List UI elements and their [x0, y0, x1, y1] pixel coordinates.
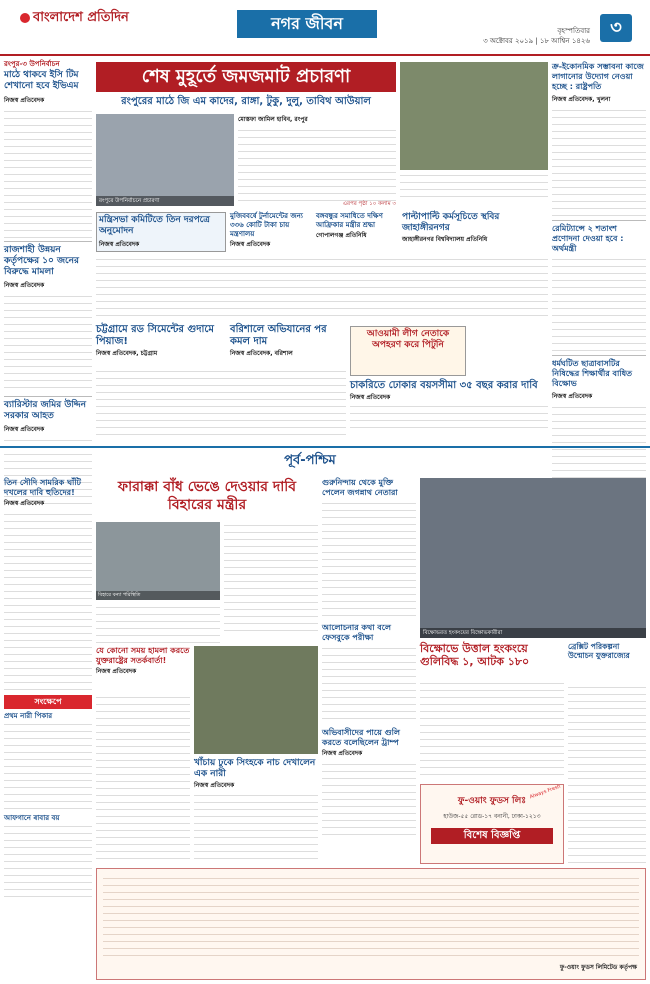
section-divider — [0, 446, 650, 448]
story-headline: মন্ত্রিসভা কমিটিতে তিন দরপত্রে অনুমোদন — [99, 215, 210, 236]
mid-story-1[interactable] — [96, 212, 226, 252]
lead-body — [96, 604, 220, 644]
right-photo[interactable] — [400, 62, 548, 170]
story-headline: চাকরিতে ঢোকার বয়সসীমা ৩৫ বছর করার দাবি — [350, 380, 538, 391]
story-byline: জাহাঙ্গীরনগর বিশ্ববিদ্যালয় প্রতিনিধি — [402, 236, 488, 243]
lead-body — [224, 522, 318, 632]
issue-date — [450, 26, 590, 46]
story-byline: নিজস্ব প্রতিবেদক — [322, 750, 363, 757]
notice-body — [103, 875, 639, 957]
story-headline[interactable]: আলোচনার কথা বলে ফেসবুকে পরীক্ষা — [322, 623, 391, 642]
purba-story-8[interactable] — [568, 642, 646, 682]
story-headline[interactable]: রেমিট্যান্সে ২ শতাংশ প্রণোদনা দেওয়া হবে : অর্থমন্ত্রী — [552, 224, 624, 253]
purba-lead-headline[interactable] — [96, 478, 318, 518]
story-headline: বরিশালে অভিযানের পর কমল দাম — [230, 324, 327, 347]
photo-caption: বিক্ষোভরত হংকংয়ের বিক্ষোভকারীরা — [420, 628, 646, 638]
briefs-heading: সংক্ষেপে — [4, 695, 92, 709]
photo-caption: রংপুরে উপনির্বাচনে প্রচারণা — [96, 196, 234, 206]
page-number: ৩ — [600, 14, 632, 42]
section-title: নগর জীবন — [237, 10, 377, 38]
lead-body — [238, 127, 396, 201]
lead-story — [238, 114, 396, 206]
story-body — [4, 108, 92, 238]
mid-body-text — [96, 256, 548, 320]
mid-body-text — [96, 368, 346, 440]
lead-photo[interactable] — [96, 114, 234, 206]
page-header — [0, 0, 650, 56]
mid-story-2[interactable] — [230, 212, 312, 252]
story-headline: পাল্টাপাল্টি কর্মসূচিতে স্থবির জাহাঙ্গীরনগর — [402, 212, 500, 233]
story-byline: নিজস্ব প্রতিবেদক — [4, 97, 45, 104]
story-byline: নিজস্ব প্রতিবেদক — [96, 668, 137, 675]
brief-body — [4, 721, 92, 811]
ad-heading: বিশেষ বিজ্ঞপ্তি — [431, 828, 553, 844]
brief-headline[interactable]: প্রথম নারী পিকার — [4, 712, 53, 720]
company-ad-header[interactable] — [420, 784, 564, 864]
story-body — [4, 511, 92, 691]
story-byline: নিজস্ব প্রতিবেদক — [99, 241, 140, 248]
date-line: ৩ অক্টোবর ২০১৯ | ১৮ আশ্বিন ১৪২৬ — [483, 37, 590, 45]
story-byline: নিজস্ব প্রতিবেদক — [230, 241, 271, 248]
story-headline[interactable]: ধর্মঘটিত ছাত্রাবাসটির নিষিদ্ধের শিক্ষার্থীর বাধিত বিক্ষোভ — [552, 359, 633, 388]
story-body — [568, 684, 646, 864]
story-kicker[interactable]: রংপুর-৩ উপনির্বাচন — [4, 60, 60, 68]
continue-link[interactable]: এরপর পৃষ্ঠা ১০ কলাম ৩ — [342, 201, 396, 207]
story-headline: বঙ্গবন্ধুর সমাধিতে দক্ষিণ আফ্রিকার মন্ত্রীর শ্রদ্ধা — [316, 212, 383, 229]
story-body — [552, 404, 646, 484]
story-headline: যে কোনো সময় হামলা করতে যুক্তরাষ্ট্রের সতর্কবার্তা! — [96, 646, 190, 665]
story-byline: নিজস্ব প্রতিবেদক — [4, 500, 45, 507]
lead-banner[interactable]: শেষ মুহূর্তে জমজমাট প্রচারণা — [96, 62, 396, 92]
mid-story-6[interactable] — [230, 324, 346, 364]
right-column — [552, 62, 646, 482]
story-headline[interactable]: অভিবাসীদের পায়ে গুলি করতে বলেছিলেন ট্রাম্প — [322, 728, 400, 747]
logo-mark-icon — [20, 13, 30, 23]
story-headline[interactable]: গুরুনিন্দায় থেকে মুক্তি পেলেন জগন্নাথ নেতারা — [322, 478, 398, 497]
mid-story-8[interactable] — [350, 380, 548, 440]
story-body — [194, 792, 318, 864]
logo-text: বাংলাদেশ প্রতিদিন — [33, 10, 129, 25]
story-body — [322, 645, 416, 725]
purba-story-7[interactable] — [420, 642, 564, 676]
story-headline[interactable]: রাজশাহী উন্নয়ন কর্তৃপক্ষের ১০ জনের বিরুদ্ধে মামলা — [4, 245, 79, 277]
story-body — [4, 293, 92, 393]
mid-story-4[interactable] — [402, 212, 548, 252]
notice-ad[interactable] — [96, 868, 646, 980]
story-byline: নিজস্ব প্রতিবেদক, খুলনা — [552, 96, 611, 103]
ad-address: হাউজ-৫৫ রোড-১৭ বনানী, ঢাকা-১২১৩ — [443, 813, 541, 820]
brief-headline[interactable]: আফগানে ৰাবার বয় — [4, 814, 60, 822]
story-byline: নিজস্ব প্রতিবেদক, বরিশাল — [230, 350, 293, 357]
left-column — [4, 60, 92, 480]
ad-tagline: Always Fresh — [528, 783, 562, 801]
story-headline[interactable]: মাঠে থাকবে ইসি টিম শেখানো হবে ইভিএম — [4, 70, 79, 91]
purba-middle-column — [322, 478, 416, 864]
story-byline: নিজস্ব প্রতিবেদক — [552, 393, 593, 400]
notice-signature: ফু-ওয়াং ফুডস লিমিটেড কর্তৃপক্ষ — [559, 964, 637, 971]
story-body — [322, 761, 416, 841]
story-byline: নিজস্ব প্রতিবেদক — [4, 426, 45, 433]
story-headline: মুজিববর্ষে টুর্নামেন্টের জন্য ৩৩৬ কোটি টাকা চায় মন্ত্রণালয় — [230, 212, 303, 238]
story-body — [322, 500, 416, 620]
lead-subheadline[interactable]: রংপুরের মাঠে জি এম কাদের, রাঙ্গা, টুকু, দুলু, তাবিথ আউয়াল — [121, 96, 371, 107]
mid-story-5[interactable] — [96, 324, 226, 364]
ad-company-name: ফু-ওয়াং ফুডস লিঃ — [457, 796, 527, 806]
protest-photo[interactable] — [420, 478, 646, 638]
story-body — [96, 694, 190, 864]
story-headline: আওয়ামী লীগ নেতাকে অপহরণ করে পিটুনি — [366, 329, 450, 350]
story-headline[interactable]: তিন সৌদি সামরিক ঘাঁটি দখলের দাবি হুতিদের! — [4, 478, 81, 497]
story-byline: নিজস্ব প্রতিবেদক — [4, 282, 45, 289]
newspaper-logo[interactable] — [20, 8, 135, 38]
story-headline: ব্রেক্সিট পরিকল্পনা উন্মোচন যুক্তরাজ্যের — [568, 642, 630, 660]
lion-photo[interactable] — [194, 646, 318, 754]
brief-body — [4, 823, 92, 903]
story-byline: গোপালগঞ্জ প্রতিনিধি — [316, 232, 367, 239]
story-byline: নিজস্ব প্রতিবেদক — [194, 782, 235, 789]
purba-story-2[interactable] — [96, 646, 190, 692]
story-headline: চট্টগ্রামে রড সিমেন্টের গুদামে পিয়াজ! — [96, 324, 214, 347]
story-byline: নিজস্ব প্রতিবেদক — [350, 394, 391, 401]
headline-text: ফারাক্কা বাঁধ ভেঙে দেওয়ার দাবি বিহারের মন্ত্রীর — [117, 479, 297, 513]
story-headline: খাঁচায় ঢুকে সিংহকে নাচ দেখালেন এক নারী — [194, 758, 316, 779]
story-body — [552, 256, 646, 352]
story-body — [420, 680, 564, 780]
mid-story-7[interactable] — [350, 326, 466, 376]
story-headline[interactable]: ক্র-ইকোনমিক সম্ভাবনা কাজে লাগানোর উদ্যোগ নেওয়া হচ্ছে : রাষ্ট্রপতি — [552, 62, 644, 91]
story-body — [350, 403, 548, 433]
purba-story-3[interactable] — [194, 758, 318, 788]
story-headline[interactable]: ব্যারিস্টার জমির উদ্দিন সরকার আহত — [4, 400, 86, 421]
story-body — [552, 107, 646, 217]
flood-photo[interactable] — [96, 522, 220, 600]
lead-byline: মোস্তফা জামিল হাবিব, রংপুর — [238, 116, 308, 123]
weekday: বৃহস্পতিবার — [557, 27, 590, 35]
section-banner: পূর্ব-পশ্চিম — [240, 450, 380, 472]
photo-caption: বিহারে বন্যা পরিস্থিতি — [96, 591, 220, 600]
story-byline: নিজস্ব প্রতিবেদক, চট্টগ্রাম — [96, 350, 158, 357]
mid-story-3[interactable] — [316, 212, 398, 252]
photo-caption-text — [400, 172, 548, 202]
purba-left-column — [4, 478, 92, 978]
story-headline: বিক্ষোভে উত্তাল হংকংয়ে গুলিবিদ্ধ ১, আটক ১৮০ — [420, 642, 530, 668]
